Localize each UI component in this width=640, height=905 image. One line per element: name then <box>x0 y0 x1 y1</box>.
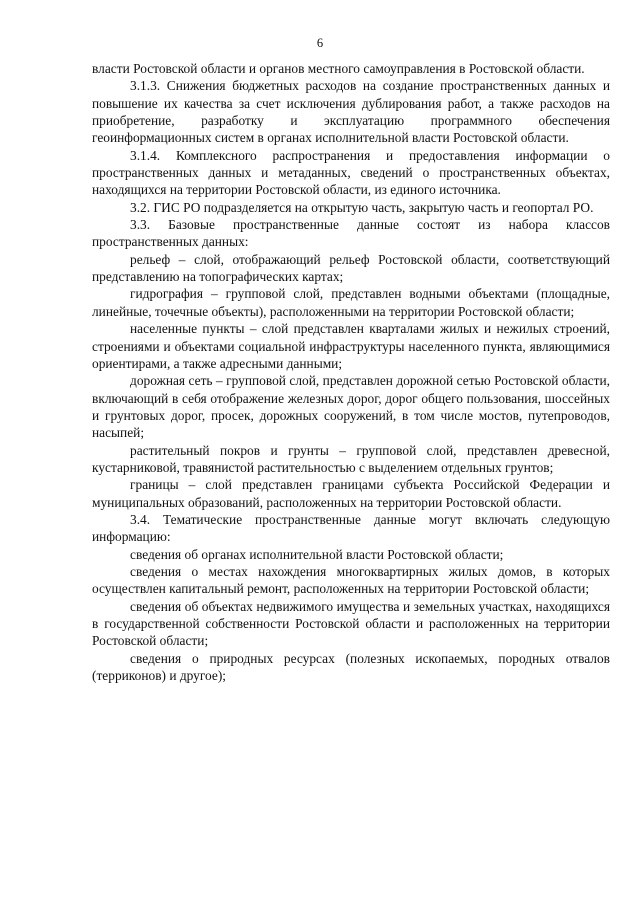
list-item-authorities: сведения об органах исполнительной власти Ростовской области; <box>130 546 504 562</box>
list-item-relief: рельеф – слой, отображающий рельеф Ростовской области, соответствующий представлению на топографических картах; <box>92 251 610 285</box>
list-item-hydrography: гидрография – групповой слой, представлен водными объектами (площадные, линейные, точечные объекты), расположенными на территории Ростовской области; <box>92 286 610 319</box>
paragraph-3-2: 3.2. ГИС РО подразделяется на открытую часть, закрытую часть и геопортал РО. <box>130 199 594 215</box>
paragraph-continuation: власти Ростовской области и органов местного самоуправления в Ростовской области. <box>92 61 585 76</box>
list-item-vegetation: растительный покров и грунты – групповой слой, представлен древесной, кустарниковой, травянистой растительностью с выделением отдельных грунтов; <box>92 442 610 475</box>
paragraph-3-1-4: 3.1.4. Комплексного распространения и предоставления информации о пространственных данных и метаданных, сведений о пространственных объектах, находящихся на территории Ростовской области, из единого источника. <box>92 147 610 198</box>
list-item-road-network: дорожная сеть – групповой слой, представлен дорожной сетью Ростовской области, включающий в себя отображение железных дорог, дорог общего пользования, шоссейных и грунтовых дорог, просек, дорожных сооружений, в том числе мостов, путепроводов, насыпей; <box>92 373 610 441</box>
list-item-property: сведения об объектах недвижимого имущества и земельных участках, находящихся в государственной собственности Ростовской области и расположенных на территории Ростовской области; <box>92 598 610 649</box>
paragraph-3-4: 3.4. Тематические пространственные данные могут включать следующую информацию: <box>92 511 610 545</box>
list-item-housing: сведения о местах нахождения многоквартирных жилых домов, в которых осуществлен капитальный ремонт, расположенных на территории Ростовской области; <box>92 563 610 597</box>
list-item-borders: границы – слой представлен границами субъекта Российской Федерации и муниципальных образований, расположенных на территории Ростовской области. <box>92 477 610 510</box>
paragraph-3-1-3: 3.1.3. Снижения бюджетных расходов на создание пространственных данных и повышение их качества за счет исключения дублирования работ, а также расходов на приобретение, разработку и эксплуатацию программного обеспечения геоинформационных систем в органах исполнительной власти Ростовской области. <box>92 78 610 146</box>
paragraph-3-3: 3.3. Базовые пространственные данные состоят из набора классов пространственных данных: <box>92 217 610 250</box>
document-body <box>92 60 610 684</box>
page-number: 6 <box>316 36 324 50</box>
list-item-natural-resources: сведения о природных ресурсах (полезных ископаемых, породных отвалов (терриконов) и другое); <box>92 650 610 684</box>
list-item-settlements: населенные пункты – слой представлен кварталами жилых и нежилых строений, строениями и объектами социальной инфраструктуры населенного пункта, являющимися ориентирами, а также адресными данными; <box>92 321 610 371</box>
